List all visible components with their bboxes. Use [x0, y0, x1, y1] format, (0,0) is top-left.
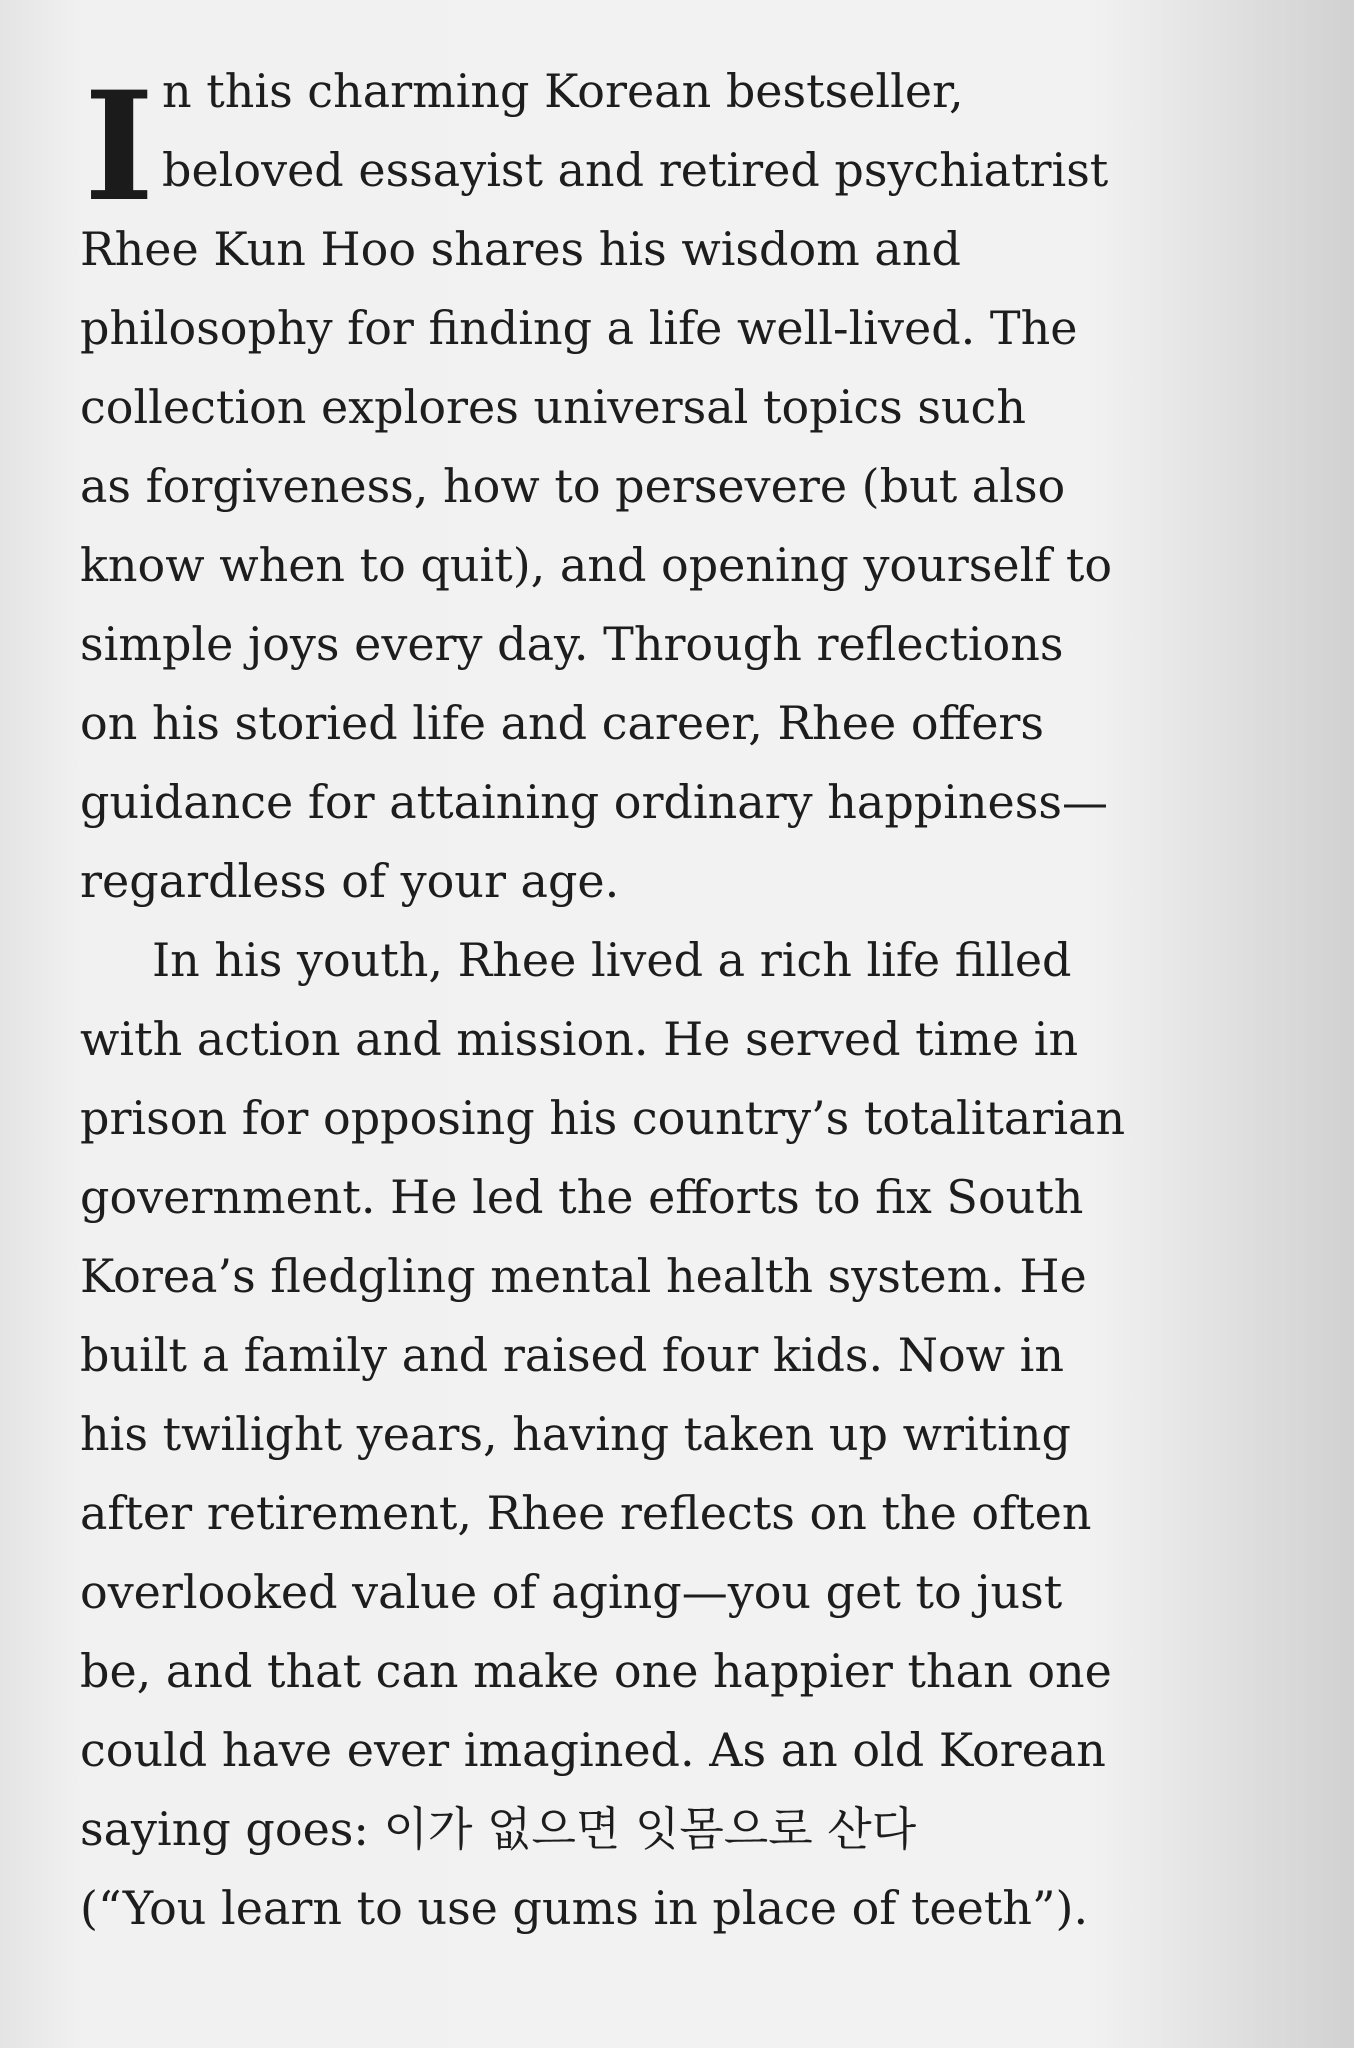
paragraph-2-line: with action and mission. He served time in: [80, 1012, 1079, 1066]
paragraph-1-line: regardless of your age.: [80, 854, 620, 908]
paragraph-1: [80, 52, 1230, 921]
paragraph-2-line: In his youth, Rhee lived a rich life filled: [152, 933, 1072, 987]
drop-cap: I: [84, 59, 155, 235]
paragraph-1-line: guidance for attaining ordinary happiness—: [80, 775, 1108, 829]
paragraph-1-line: Rhee Kun Hoo shares his wisdom and: [80, 222, 961, 276]
paragraph-1-line: philosophy for finding a life well-lived. The: [80, 301, 1078, 355]
paragraph-2: [80, 921, 1230, 1948]
paragraph-2-line: be, and that can make one happier than one: [80, 1644, 1112, 1698]
paragraph-2-line: saying goes: 이가 없으면 잇몸으로 산다: [80, 1802, 917, 1856]
paragraph-2-line: overlooked value of aging—you get to just: [80, 1565, 1063, 1619]
paragraph-2-line: his twilight years, having taken up writing: [80, 1407, 1071, 1461]
paragraph-2-line: could have ever imagined. As an old Korean: [80, 1723, 1106, 1777]
paragraph-1-line: on his storied life and career, Rhee offers: [80, 696, 1045, 750]
paragraph-1-line: know when to quit), and opening yourself to: [80, 538, 1113, 592]
paragraph-2-line: (“You learn to use gums in place of teeth”).: [80, 1881, 1089, 1935]
paragraph-1-line: simple joys every day. Through reflections: [80, 617, 1064, 671]
paragraph-2-line: prison for opposing his country’s totalitarian: [80, 1091, 1126, 1145]
paragraph-2-line: Korea’s fledgling mental health system. He: [80, 1249, 1087, 1303]
paragraph-1-line: as forgiveness, how to persevere (but also: [80, 459, 1066, 513]
paragraph-1-line: n this charming Korean bestseller,: [162, 64, 964, 118]
paragraph-1-line: beloved essayist and retired psychiatrist: [162, 143, 1109, 197]
paragraph-1-line: collection explores universal topics such: [80, 380, 1026, 434]
paragraph-2-line: built a family and raised four kids. Now in: [80, 1328, 1065, 1382]
paragraph-2-line: government. He led the efforts to fix South: [80, 1170, 1084, 1224]
paragraph-2-line: after retirement, Rhee reflects on the often: [80, 1486, 1092, 1540]
book-description: [80, 52, 1230, 1948]
